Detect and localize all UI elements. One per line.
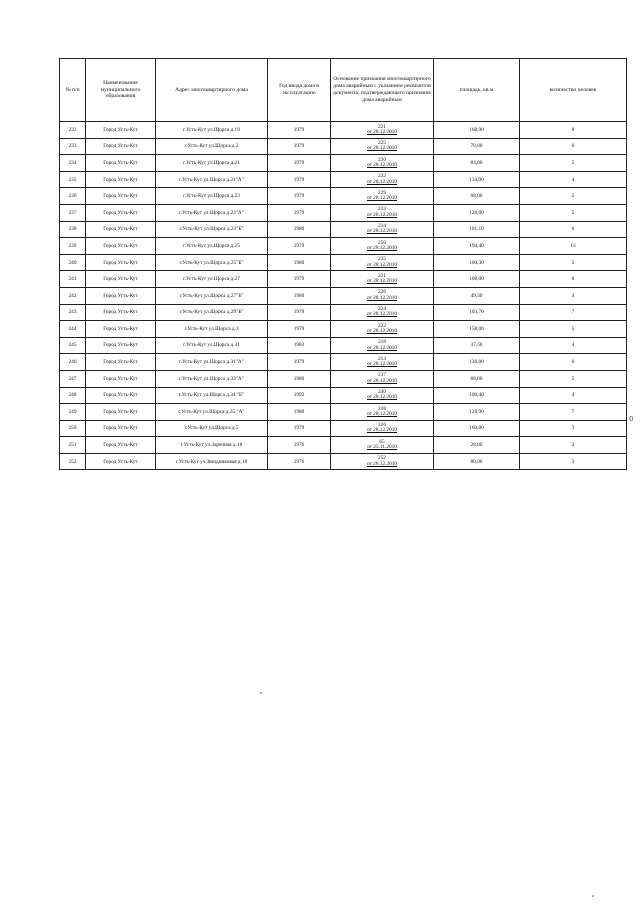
basis-number: 236 — [378, 289, 386, 296]
basis-date: от 28.12.2010 — [366, 128, 398, 135]
cell-area: 100,30 — [434, 254, 520, 271]
cell-address: г.Усть-Кут ул.Щорса д.33"А" — [156, 370, 268, 387]
cell-area: 108,00 — [434, 271, 520, 288]
cell-year: 1979 — [268, 122, 331, 139]
cell-people: 7 — [520, 304, 627, 321]
cell-area: 100,40 — [434, 387, 520, 404]
cell-area: 68,00 — [434, 188, 520, 205]
table-row — [60, 188, 627, 205]
cell-municipality: Город Усть-Кут — [86, 221, 156, 238]
cell-number: 252 — [60, 453, 86, 470]
cell-year: 1983 — [268, 337, 331, 354]
cell-number: 239 — [60, 238, 86, 255]
cell-area: 136,00 — [434, 354, 520, 371]
basis-number: 65 — [379, 438, 385, 445]
cell-basis — [331, 188, 434, 205]
basis-date: от 28.12.2010 — [366, 460, 398, 467]
cell-number: 249 — [60, 404, 86, 421]
cell-year: 1979 — [268, 238, 331, 255]
basis-date: от 28.12.2010 — [366, 377, 398, 384]
cell-address: г.Усть-Кут ул.Щорса д.29"Б" — [156, 304, 268, 321]
cell-people: 6 — [520, 354, 627, 371]
cell-basis — [331, 287, 434, 304]
table-row — [60, 370, 627, 387]
cell-basis — [331, 437, 434, 454]
cell-people: 4 — [520, 337, 627, 354]
cell-basis — [331, 354, 434, 371]
basis-date: от 28.12.2010 — [366, 178, 398, 185]
margin-mark: 0 — [629, 415, 634, 423]
cell-address: г.Усть-Кут ул.Щорса д.27 — [156, 271, 268, 288]
cell-year: 1979 — [268, 188, 331, 205]
header-number: № п/п — [60, 59, 86, 122]
cell-municipality: Город Усть-Кут — [86, 122, 156, 139]
cell-year: 1979 — [268, 321, 331, 338]
cell-number: 233 — [60, 138, 86, 155]
table-row — [60, 304, 627, 321]
cell-year: 1980 — [268, 221, 331, 238]
housing-table — [59, 58, 627, 470]
table-row — [60, 138, 627, 155]
cell-address: г.Усть-Кут ул.Щорса д.25 — [156, 238, 268, 255]
cell-basis — [331, 171, 434, 188]
cell-basis — [331, 254, 434, 271]
basis-number: 232 — [378, 173, 386, 180]
cell-basis — [331, 155, 434, 172]
basis-number: 229 — [378, 189, 386, 196]
cell-number: 242 — [60, 287, 86, 304]
cell-year: 1979 — [268, 155, 331, 172]
cell-people: 5 — [520, 370, 627, 387]
cell-people: 7 — [520, 404, 627, 421]
basis-number: 221 — [378, 123, 386, 130]
basis-date: от 28.12.2010 — [366, 311, 398, 318]
cell-municipality: Город Усть-Кут — [86, 370, 156, 387]
basis-date: от 28.12.2010 — [366, 327, 398, 334]
cell-municipality: Город Усть-Кут — [86, 453, 156, 470]
cell-year: 1979 — [268, 304, 331, 321]
scan-speck — [260, 692, 262, 694]
cell-basis — [331, 387, 434, 404]
basis-number: 252 — [378, 455, 386, 462]
cell-basis — [331, 420, 434, 437]
cell-municipality: Город Усть-Кут — [86, 354, 156, 371]
cell-number: 232 — [60, 122, 86, 139]
cell-basis — [331, 337, 434, 354]
header-people: количество человек — [520, 59, 627, 122]
cell-year: 1976 — [268, 453, 331, 470]
cell-basis — [331, 221, 434, 238]
cell-address: г.Усть-Кут ул.Щорса д.21"А" — [156, 171, 268, 188]
cell-basis — [331, 321, 434, 338]
cell-address: г.Усть-Кут ул.Щорса д.31"А" — [156, 354, 268, 371]
cell-number: 246 — [60, 354, 86, 371]
cell-municipality: Город Усть-Кут — [86, 420, 156, 437]
cell-address: г.Усть-Кут ул.Щорса д.27"Б" — [156, 287, 268, 304]
cell-address: г.Усть-Кут ул.Звездниковая д.18 — [156, 453, 268, 470]
table-row — [60, 420, 627, 437]
cell-address: г.Усть-Кут ул.Щорса д.21 — [156, 155, 268, 172]
cell-people: 4 — [520, 171, 627, 188]
scan-speck — [592, 895, 594, 897]
table-row — [60, 321, 627, 338]
cell-municipality: Город Усть-Кут — [86, 387, 156, 404]
cell-year: 1979 — [268, 171, 331, 188]
basis-number: 238 — [378, 405, 386, 412]
cell-municipality: Город Усть-Кут — [86, 138, 156, 155]
cell-year: 1992 — [268, 387, 331, 404]
cell-address: г.Усть-Кут ул.Щорса д.5 — [156, 420, 268, 437]
cell-municipality: Город Усть-Кут — [86, 155, 156, 172]
cell-area: 68,00 — [434, 370, 520, 387]
basis-date: от 28.12.2010 — [366, 427, 398, 434]
cell-number: 251 — [60, 437, 86, 454]
basis-date: от 28.12.2010 — [366, 228, 398, 235]
header-area: площадь, кв.м — [434, 59, 520, 122]
cell-municipality: Город Усть-Кут — [86, 437, 156, 454]
basis-date: от 28.12.2010 — [366, 161, 398, 168]
cell-people: 4 — [520, 387, 627, 404]
basis-date: от 23.11.2010 — [367, 444, 397, 451]
table-row — [60, 204, 627, 221]
basis-number: 240 — [378, 389, 386, 395]
cell-number: 248 — [60, 387, 86, 404]
cell-number: 241 — [60, 271, 86, 288]
table-row — [60, 387, 627, 404]
cell-area: 194,40 — [434, 238, 520, 255]
cell-municipality: Город Усть-Кут — [86, 254, 156, 271]
cell-people: 8 — [520, 271, 627, 288]
cell-number: 235 — [60, 171, 86, 188]
cell-area: 168,90 — [434, 122, 520, 139]
cell-number: 240 — [60, 254, 86, 271]
cell-people: 5 — [520, 204, 627, 221]
table-row — [60, 271, 627, 288]
header-address: Адрес многоквартирного дома — [156, 59, 268, 122]
cell-number: 244 — [60, 321, 86, 338]
cell-year: 1980 — [268, 254, 331, 271]
table-row — [60, 287, 627, 304]
cell-area: 128,00 — [434, 204, 520, 221]
basis-number: 218 — [378, 339, 386, 346]
cell-municipality: Город Усть-Кут — [86, 404, 156, 421]
cell-number: 247 — [60, 370, 86, 387]
cell-address: г.Усть-Кут ул.Щорса д.25"Б" — [156, 254, 268, 271]
table-header — [60, 59, 627, 122]
basis-number: 233 — [378, 206, 386, 213]
cell-area: 158,00 — [434, 321, 520, 338]
basis-number: 237 — [378, 372, 386, 379]
cell-basis — [331, 238, 434, 255]
cell-area: 103,70 — [434, 304, 520, 321]
basis-number: 250 — [378, 239, 386, 246]
basis-number: 230 — [378, 156, 386, 163]
cell-municipality: Город Усть-Кут — [86, 321, 156, 338]
table-row — [60, 337, 627, 354]
basis-number: 226 — [378, 422, 386, 429]
cell-year: 1979 — [268, 354, 331, 371]
table-row — [60, 404, 627, 421]
cell-year: 1979 — [268, 138, 331, 155]
cell-address: г.Усть-Кут ул.Щорса д.3 — [156, 321, 268, 338]
cell-people: 3 — [520, 437, 627, 454]
cell-people: 3 — [520, 420, 627, 437]
basis-number: 222 — [378, 322, 386, 329]
cell-basis — [331, 304, 434, 321]
cell-people: 8 — [520, 122, 627, 139]
basis-number: 234 — [378, 223, 386, 230]
table-row — [60, 437, 627, 454]
cell-area: 80,00 — [434, 453, 520, 470]
cell-area: 126,00 — [434, 404, 520, 421]
cell-people: 6 — [520, 138, 627, 155]
cell-basis — [331, 271, 434, 288]
cell-municipality: Город Усть-Кут — [86, 287, 156, 304]
cell-municipality: Город Усть-Кут — [86, 171, 156, 188]
table-row — [60, 238, 627, 255]
table-row — [60, 453, 627, 470]
basis-number: 231 — [378, 272, 386, 279]
cell-people: 4 — [520, 287, 627, 304]
cell-basis — [331, 370, 434, 387]
cell-address: г.Усть-Кут ул.Щорса д.31 — [156, 337, 268, 354]
cell-number: 250 — [60, 420, 86, 437]
cell-number: 237 — [60, 204, 86, 221]
cell-area: 37,50 — [434, 337, 520, 354]
cell-municipality: Город Усть-Кут — [86, 337, 156, 354]
cell-year: 1979 — [268, 420, 331, 437]
table-row — [60, 254, 627, 271]
header-basis: Основание признания многоквартирного дома аварийным с указанием реквизитов документа, подтверждающего признание дома аварийным — [331, 59, 434, 122]
basis-number: 235 — [378, 256, 386, 263]
cell-year: 1979 — [268, 271, 331, 288]
cell-address: г.Усть-Кут ул.Щорса д.19 — [156, 122, 268, 139]
basis-date: от 28.12.2010 — [366, 394, 398, 401]
cell-number: 234 — [60, 155, 86, 172]
cell-address: г.Усть-Кут ул.Щорса д.23"А" — [156, 204, 268, 221]
header-row — [60, 59, 627, 122]
cell-people: 5 — [520, 254, 627, 271]
basis-date: от 28.12.2010 — [366, 261, 398, 268]
basis-date: от 28.12.2010 — [366, 211, 398, 218]
cell-address: г.Усть-Кут ул.Щорса д.34 "Б" — [156, 387, 268, 404]
cell-people: 3 — [520, 453, 627, 470]
table-body — [60, 122, 627, 470]
cell-number: 245 — [60, 337, 86, 354]
cell-area: 28,00 — [434, 437, 520, 454]
header-municipality: Наименование муниципального образования — [86, 59, 156, 122]
basis-date: от 28.12.2010 — [366, 278, 398, 285]
cell-address: г.Усть-Кут ул.Щорса д.23 — [156, 188, 268, 205]
basis-date: от 28.12.2010 — [366, 361, 398, 368]
basis-date: от 28.12.2010 — [366, 344, 398, 351]
table-row — [60, 122, 627, 139]
cell-area: 70,80 — [434, 138, 520, 155]
cell-area: 84,00 — [434, 155, 520, 172]
basis-date: от 28.12.2010 — [366, 410, 398, 417]
cell-people: 2 — [520, 188, 627, 205]
cell-municipality: Город Усть-Кут — [86, 188, 156, 205]
cell-year: 1980 — [268, 404, 331, 421]
cell-people: 5 — [520, 321, 627, 338]
basis-date: от 28.12.2010 — [366, 244, 398, 251]
cell-municipality: Город Усть-Кут — [86, 238, 156, 255]
basis-number: 213 — [378, 355, 386, 362]
cell-number: 238 — [60, 221, 86, 238]
cell-basis — [331, 453, 434, 470]
cell-basis — [331, 138, 434, 155]
cell-number: 236 — [60, 188, 86, 205]
cell-address: г.Усть-Кут ул.Щорса д.35 "А" — [156, 404, 268, 421]
cell-address: г.Усть-Кут ул.Щорса д.23"Б" — [156, 221, 268, 238]
cell-people: 6 — [520, 221, 627, 238]
cell-area: 134,00 — [434, 171, 520, 188]
cell-area: 101,10 — [434, 221, 520, 238]
cell-year: 1979 — [268, 204, 331, 221]
cell-year: 1976 — [268, 437, 331, 454]
cell-basis — [331, 204, 434, 221]
cell-municipality: Город Усть-Кут — [86, 204, 156, 221]
table-row — [60, 171, 627, 188]
cell-area: 49,30 — [434, 287, 520, 304]
cell-people: 5 — [520, 155, 627, 172]
cell-basis — [331, 404, 434, 421]
cell-address: г.Усть-Кут ул.Щорса д.2 — [156, 138, 268, 155]
cell-municipality: Город Усть-Кут — [86, 304, 156, 321]
basis-number: 225 — [378, 140, 386, 147]
basis-number: 224 — [378, 306, 386, 313]
cell-basis — [331, 122, 434, 139]
cell-number: 243 — [60, 304, 86, 321]
cell-address: г.Усть-Кут ул.Заречная д.18 — [156, 437, 268, 454]
basis-date: от 28.12.2010 — [366, 294, 398, 301]
cell-area: 160,00 — [434, 420, 520, 437]
basis-date: от 28.12.2010 — [366, 145, 398, 152]
table-row — [60, 354, 627, 371]
header-year: Год ввода дома в эксплуатацию — [268, 59, 331, 122]
basis-date: от 28.12.2010 — [366, 195, 398, 202]
cell-year: 1980 — [268, 287, 331, 304]
cell-municipality: Город Усть-Кут — [86, 271, 156, 288]
table-row — [60, 155, 627, 172]
table-row — [60, 221, 627, 238]
cell-year: 1980 — [268, 370, 331, 387]
cell-people: 13 — [520, 238, 627, 255]
